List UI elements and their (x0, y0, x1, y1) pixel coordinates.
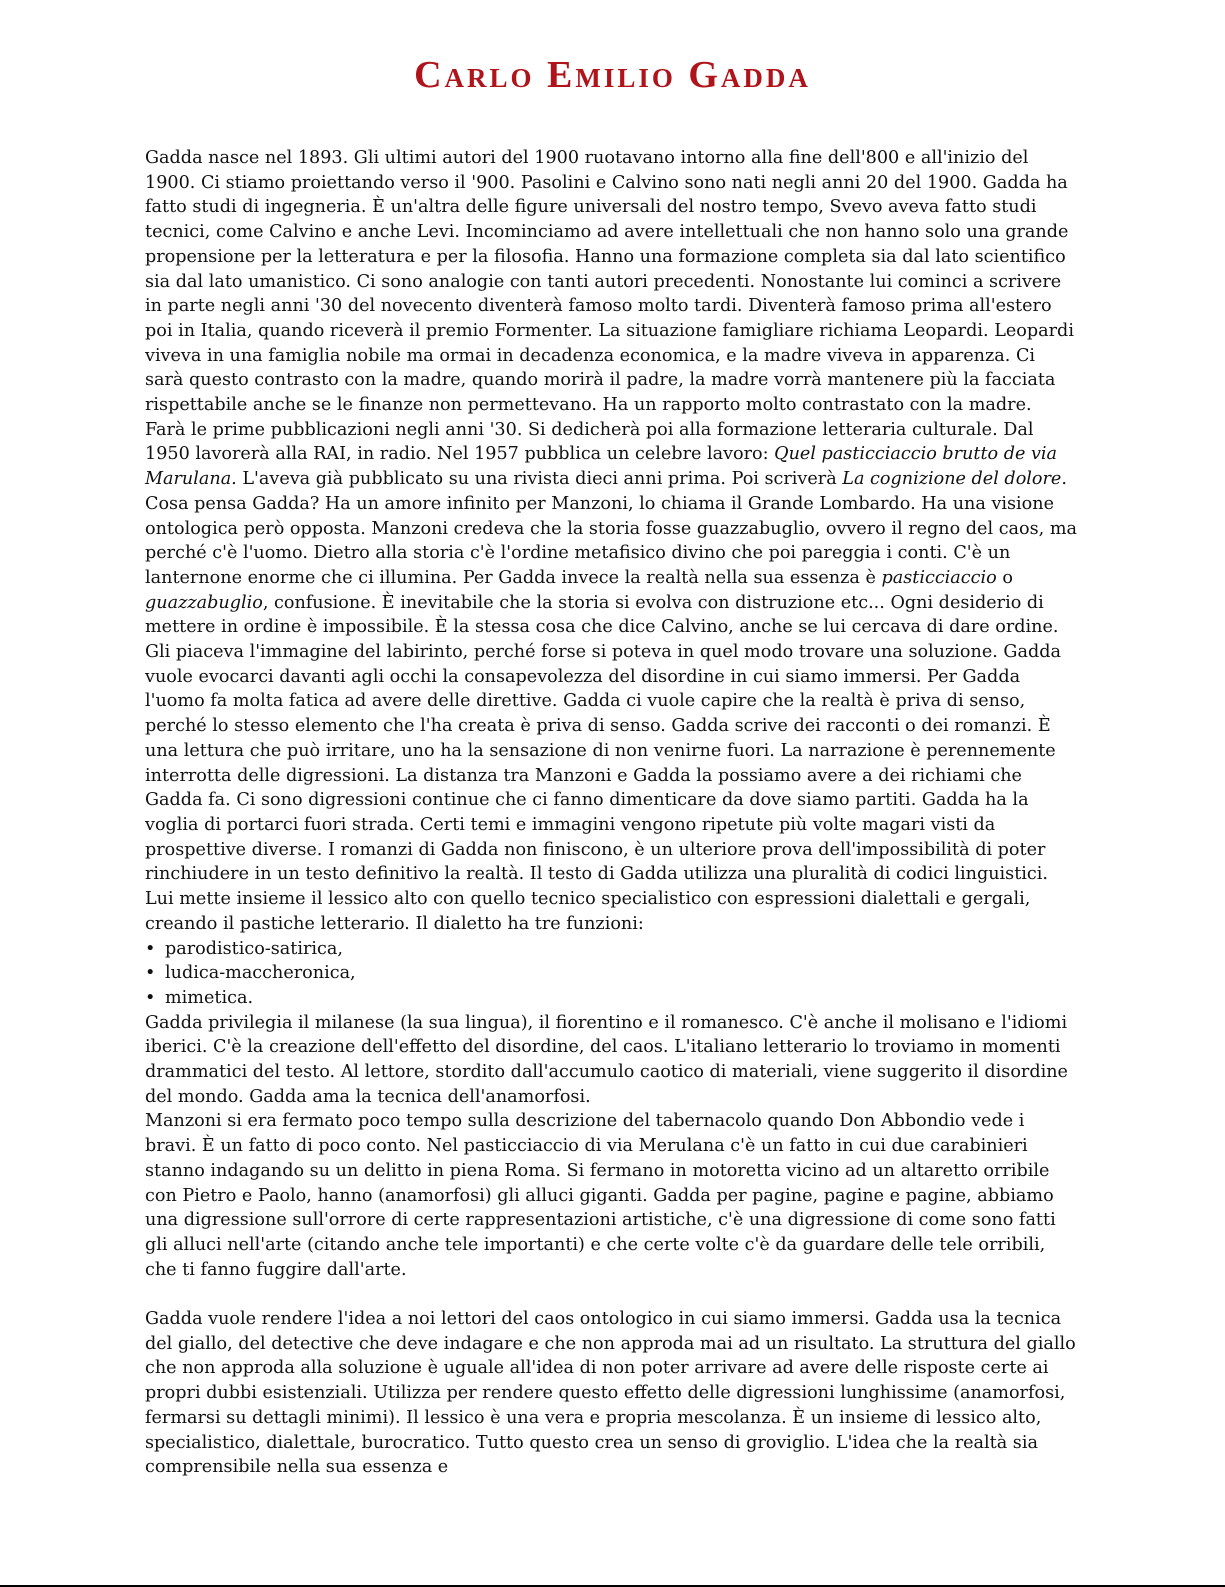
list-item-text: ludica-maccheronica, (165, 963, 356, 984)
paragraph-biography (145, 146, 1077, 492)
book-title: La cognizione del dolore (842, 469, 1062, 490)
bullet-icon: • (145, 963, 156, 984)
paragraph-text: L'aveva già pubblicato su una rivista dieci anni prima. Poi scriverà (236, 469, 843, 490)
paragraph-text: Gadda nasce nel 1893. Gli ultimi autori del 1900 ruotavano intorno alla fine dell'800 e all'inizio del 1900. Ci stiamo proiettando verso il '900. Pasolini e Calvino sono nati negli anni 20 del 1900. Gadda ha fatto studi di ingegneria. È un'altra delle figure universali del nostro tempo, Svevo aveva fatto studi tecnici, come Calvino e anche Levi. Incominciamo ad avere intellettuali che non hanno solo una grande propensione per la letteratura e per la filosofia. Hanno una formazione completa sia dal lato scientifico sia dal lato umanistico. Ci sono analogie con tanti autori precedenti. Nonostante lui cominci a scrivere in parte negli anni '30 del novecento diventerà famoso molto tardi. Diventerà famoso prima all'estero poi in Italia, quando riceverà il premio Formenter. La situazione famigliare richiama Leopardi. Leopardi viveva in una famiglia nobile ma ormai in decadenza economica, e la madre viveva in apparenza. Ci sarà questo contrasto con la madre, quando morirà il padre, la madre vorrà mantenere più la facciata rispettabile anche se le finanze non permettevano. Ha un rapporto molto contrastato con la madre. Farà le prime pubblicazioni negli anni '30. Si dedicherà poi alla formazione letteraria culturale. Dal 1950 lavorerà alla RAI, in radio. Nel 1957 pubblica un celebre lavoro: (145, 148, 1074, 465)
list-item (145, 961, 1077, 986)
paragraph-text: Cosa pensa Gadda? Ha un amore infinito per Manzoni, lo chiama il Grande Lombardo. Ha una visione ontologica però opposta. Manzoni credeva che la storia fosse guazzabuglio, ovvero il regno del caos, ma perché c'è l'uomo. Dietro alla storia c'è l'ordine metafisico divino che poi pareggia i conti. C'è un lanternone enorme che ci illumina. Per Gadda invece la realtà nella sua essenza è (145, 493, 1078, 588)
paragraph-anamorphosis: Manzoni si era fermato poco tempo sulla descrizione del tabernacolo quando Don Abbondio vede i bravi. È un fatto di poco conto. Nel pasticciaccio di via Merulana c'è un fatto in cui due carabinieri stanno indagando su un delitto in piena Roma. Si fermano in motoretta vicino ad un altaretto orribile con Pietro e Paolo, hanno (anamorfosi) gli alluci giganti. Gadda per pagine, pagine e pagine, abbiamo una digressione sull'orrore di certe rappresentazioni artistiche, c'è una digressione di come sono fatti gli alluci nell'arte (citando anche tele importanti) e che certe volte c'è da guardare delle tele orribili, che ti fanno fuggire dall'arte. (145, 1111, 1056, 1280)
list-item-text: mimetica. (165, 987, 254, 1008)
list-item (145, 937, 1077, 962)
bullet-icon: • (145, 938, 156, 959)
paragraph-giallo: Gadda vuole rendere l'idea a noi lettori del caos ontologico in cui siamo immersi. Gadda usa la tecnica del giallo, del detective che deve indagare e che non approda mai ad un risultato. La struttura del giallo che non approda alla soluzione è uguale all'idea di non poter arrivare ad avere delle risposte certe ai propri dubbi esistenziali. Utilizza per rendere questo effetto delle digressioni lunghissime (anamorfosi, fermarsi su dettagli minimi). Il lessico è una vera e propria mescolanza. È un insieme di lessico alto, specialistico, dialettale, burocratico. Tutto questo crea un senso di groviglio. L'idea che la realtà sia comprensibile nella sua essenza e (145, 1309, 1076, 1478)
paragraph-poetics (145, 492, 1077, 937)
document-body (145, 146, 1077, 1480)
paragraph-dialects: Gadda privilegia il milanese (la sua lingua), il fiorentino e il romanesco. C'è anche il molisano e l'idiomi iberici. C'è la creazione dell'effetto del disordine, del caos. L'italiano letterario lo troviamo in momenti drammatici del testo. Al lettore, stordito dall'accumulo caotico di materiali, viene suggerito il disordine del mondo. Gadda ama la tecnica dell'anamorfosi. (145, 1012, 1068, 1107)
italic-term: guazzabuglio (145, 592, 263, 613)
list-item (145, 986, 1077, 1011)
list-item-text: parodistico-satirica, (165, 938, 343, 959)
dialect-functions-list (145, 937, 1077, 1011)
paragraph-text: . (1061, 469, 1067, 490)
paragraph-text: o (996, 567, 1013, 588)
paragraph-text: , confusione. È inevitabile che la storia si evolva con distruzione etc... Ogni desiderio di mettere in ordine è impossibile. È la stessa cosa che dice Calvino, anche se lui cercava di dare ordine. Gli piaceva l'immagine del labirinto, perché forse si poteva in quel modo trovare una soluzione. Gadda vuole evocarci davanti agli occhi la consapevolezza del disordine in cui siamo immersi. Per Gadda l'uomo fa molta fatica ad avere delle direttive. Gadda ci vuole capire che la realtà è priva di senso, perché lo stesso elemento che l'ha creata è priva di senso. Gadda scrive dei racconti o dei romanzi. È una lettura che può irritare, uno ha la sensazione di non venirne fuori. La narrazione è perennemente interrotta delle digressioni. La distanza tra Manzoni e Gadda la possiamo avere a dei richiami che Gadda fa. Ci sono digressioni continue che ci fanno dimenticare da dove siamo partiti. Gadda ha la voglia di portarci fuori strada. Certi temi e immagini vengono ripetute più volte magari visti da prospettive diverse. I romanzi di Gadda non finiscono, è un ulteriore prova dell'impossibilità di poter rinchiudere in un testo definitivo la realtà. Il testo di Gadda utilizza una pluralità di codici linguistici. Lui mette insieme il lessico alto con quello tecnico specialistico con espressioni dialettali e gergali, creando il pastiche letterario. Il dialetto ha tre funzioni: (145, 592, 1061, 934)
page-title: Carlo Emilio Gadda (414, 54, 811, 96)
italic-term: pasticciaccio (881, 567, 997, 588)
book-title: Quel pasticciaccio brutto de via Marulana. (145, 444, 1058, 490)
bullet-icon: • (145, 987, 156, 1008)
